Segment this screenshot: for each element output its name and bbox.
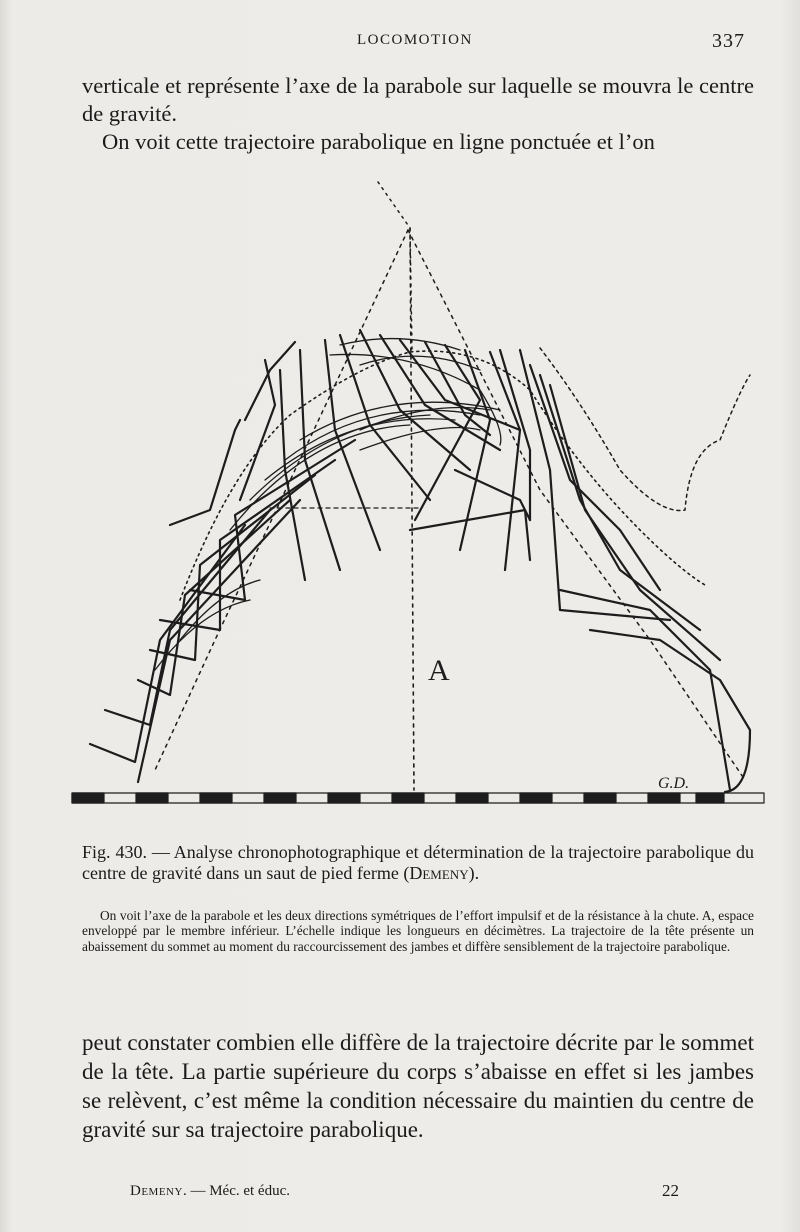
- leg-stroke: [455, 470, 530, 520]
- leg-stroke: [490, 352, 520, 570]
- leg-stroke: [240, 360, 275, 500]
- body-paragraph-2: On voit cette trajectoire parabolique en ligne ponctuée et l’on: [102, 129, 655, 154]
- center-of-gravity-trajectory: [180, 351, 705, 600]
- axis-apex-trace: [378, 182, 412, 350]
- caption-author: Demeny: [409, 863, 469, 883]
- leg-stroke: [560, 590, 730, 790]
- footer-title: . — Méc. et éduc.: [182, 1183, 290, 1199]
- leg-stroke: [550, 385, 720, 660]
- head-trajectory: [540, 348, 750, 511]
- signature-mark: 22: [662, 1181, 679, 1200]
- figure-430: [60, 170, 770, 830]
- leg-stroke: [520, 350, 670, 620]
- body-paragraph-1: verticale et représente l’axe de la parabole sur laquelle se mouvra le centre de gravité.: [82, 73, 754, 126]
- page-number: 337: [712, 30, 745, 52]
- region-label-a: A: [428, 654, 450, 687]
- body-paragraph-3: peut constater combien elle diffère de la trajectoire décrite par le sommet de la tête. La partie supérieure du corps s’abaisse en effet si les jambes se relèvent, c’est même la condition nécessaire du maintien du centre de gravité sur sa trajectoire parabolique.: [82, 1030, 755, 1142]
- caption-end: ).: [468, 863, 480, 883]
- body-arc: [360, 428, 480, 451]
- leg-stroke: [170, 420, 240, 525]
- leg-stroke: [340, 335, 430, 500]
- leg-stroke: [105, 510, 270, 725]
- figure-caption: [82, 842, 754, 884]
- page-footer: [0, 1180, 800, 1204]
- resistance-direction: [408, 230, 745, 780]
- footer-author: Demeny: [130, 1183, 183, 1199]
- leg-stroke: [410, 510, 530, 560]
- running-title: LOCOMOTION: [357, 32, 473, 48]
- running-head: [0, 30, 800, 56]
- leg-stroke: [425, 342, 490, 435]
- figure-legend: On voit l’axe de la parabole et les deux directions symétriques de l’effort impulsif et de la résistance à la chute. A, espace enveloppé par le membre inférieur. L’échelle indique les longueurs en décimètres. La trajectoire de la tête présente un abaissement du sommet au moment du raccourcissement des jambes et diffère sensiblement de la trajectoire parabolique.: [82, 908, 754, 954]
- artist-initials: G.D.: [658, 775, 690, 792]
- chronophotographic-jump-diagram: [60, 170, 770, 830]
- caption-text: Fig. 430. — Analyse chronophotographique et détermination de la trajectoire parabolique du centre de gravité dans un saut de pied ferme (: [82, 842, 754, 883]
- footer-reference: [130, 1183, 290, 1200]
- decimeter-scale: [72, 793, 764, 803]
